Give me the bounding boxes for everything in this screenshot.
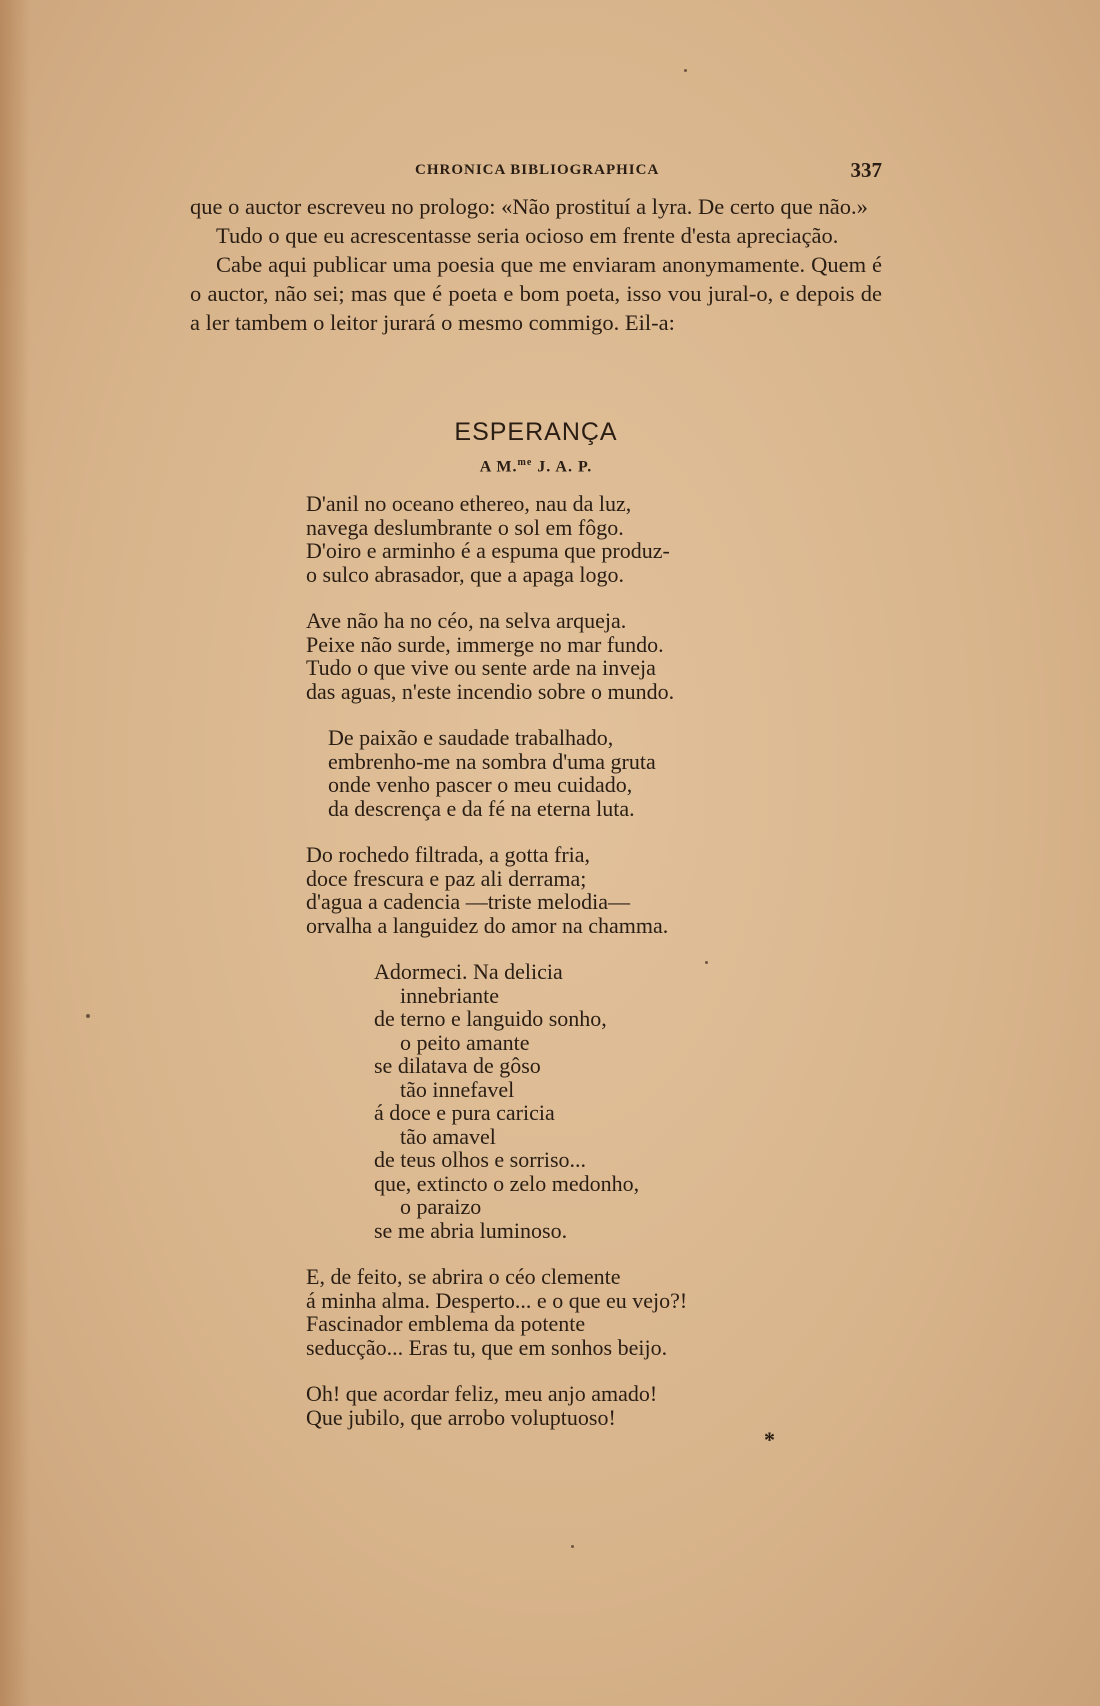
verse-line: se me abria luminoso. xyxy=(374,1217,568,1243)
verse-line: De paixão e saudade trabalhado, xyxy=(328,725,614,750)
poem-dedication xyxy=(190,457,882,476)
verse-line: Oh! que acordar feliz, meu anjo amado! xyxy=(306,1381,658,1406)
verse-line: o sulco abrasador, que a apaga logo. xyxy=(306,561,625,587)
verse-line: Adormeci. Na delicia xyxy=(374,959,563,984)
verse-line: innebriante xyxy=(400,982,499,1008)
verse-line: embrenho-me na sombra d'uma gruta xyxy=(328,748,656,774)
running-head-title: CHRONICA BIBLIOGRAPHICA xyxy=(415,162,660,178)
end-asterisk: * xyxy=(764,1427,775,1452)
verse-line: o paraizo xyxy=(400,1194,482,1219)
paper-speck xyxy=(571,1545,574,1548)
dedication-superscript: me xyxy=(517,457,533,468)
verse-line: E, de feito, se abrira o céo clemente xyxy=(306,1264,621,1289)
verse-line: tão amavel xyxy=(400,1123,496,1149)
verse-line: onde venho pascer o meu cuidado, xyxy=(328,772,633,797)
paper-speck xyxy=(86,1014,90,1018)
verse-line: Ave não ha no céo, na selva arqueja. xyxy=(306,608,627,633)
verse-line: d'agua a cadencia —triste melodia— xyxy=(306,889,631,914)
verse-line: o peito amante xyxy=(400,1029,530,1055)
verse-line: D'oiro e arminho é a espuma que produz- xyxy=(306,538,670,563)
verse-line: se dilatava de gôso xyxy=(374,1053,541,1078)
verse-line: Peixe não surde, immerge no mar fundo. xyxy=(306,631,664,657)
verse-line: orvalha a languidez do amor na chamma. xyxy=(306,912,669,938)
dedication-prefix: A M. xyxy=(479,458,518,476)
poem-body xyxy=(306,492,866,1452)
prose-paragraph: Cabe aqui publicar uma poesia que me enviaram anonymamente. Quem é o auctor, não sei; mas que é poeta e bom poeta, isso vou jural-o, e depois de a ler tambem o leitor jurará o mesmo commigo. Eil-a: xyxy=(190,252,882,335)
prose-paragraph: que o auctor escreveu no prologo: «Não prostituí a lyra. De certo que não.» xyxy=(190,194,868,219)
verse-line: Que jubilo, que arrobo voluptuoso! xyxy=(306,1404,616,1430)
stanza-4 xyxy=(306,843,866,937)
verse-line: tão innefavel xyxy=(400,1076,515,1102)
paper-speck xyxy=(684,69,687,72)
running-head xyxy=(190,158,882,184)
verse-line: Tudo o que vive ou sente arde na inveja xyxy=(306,655,656,680)
stanza-6 xyxy=(306,1265,866,1359)
stanza-2 xyxy=(306,609,866,703)
prose-block xyxy=(190,192,882,337)
verse-line: á doce e pura caricia xyxy=(374,1100,555,1125)
verse-line: navega deslumbrante o sol em fôgo. xyxy=(306,514,624,540)
paper-speck xyxy=(705,961,708,964)
stanza-3 xyxy=(328,726,866,820)
stanza-7 xyxy=(306,1382,866,1429)
verse-line: á minha alma. Desperto... e o que eu vejo?! xyxy=(306,1287,688,1313)
page-edge-shadow xyxy=(0,0,30,1706)
verse-line: das aguas, n'este incendio sobre o mundo. xyxy=(306,678,675,704)
verse-line: D'anil no oceano ethereo, nau da luz, xyxy=(306,491,632,516)
verse-line: doce frescura e paz ali derrama; xyxy=(306,865,587,891)
poem-title: ESPERANÇA xyxy=(454,418,618,446)
stanza-1 xyxy=(306,492,866,586)
verse-line: que, extincto o zelo medonho, xyxy=(374,1170,640,1196)
verse-line: de teus olhos e sorriso... xyxy=(374,1147,587,1172)
verse-line: da descrença e da fé na eterna luta. xyxy=(328,795,635,821)
verse-line: Do rochedo filtrada, a gotta fria, xyxy=(306,842,591,867)
verse-line: de terno e languido sonho, xyxy=(374,1006,607,1031)
stanza-5 xyxy=(374,960,866,1242)
page-number: 337 xyxy=(850,158,882,182)
prose-paragraph: Tudo o que eu acrescentasse seria ocioso em frente d'esta apreciação. xyxy=(216,223,839,248)
verse-line: Fascinador emblema da potente xyxy=(306,1311,586,1336)
dedication-suffix: J. A. P. xyxy=(532,458,593,476)
verse-line: seducção... Eras tu, que em sonhos beijo. xyxy=(306,1334,668,1360)
